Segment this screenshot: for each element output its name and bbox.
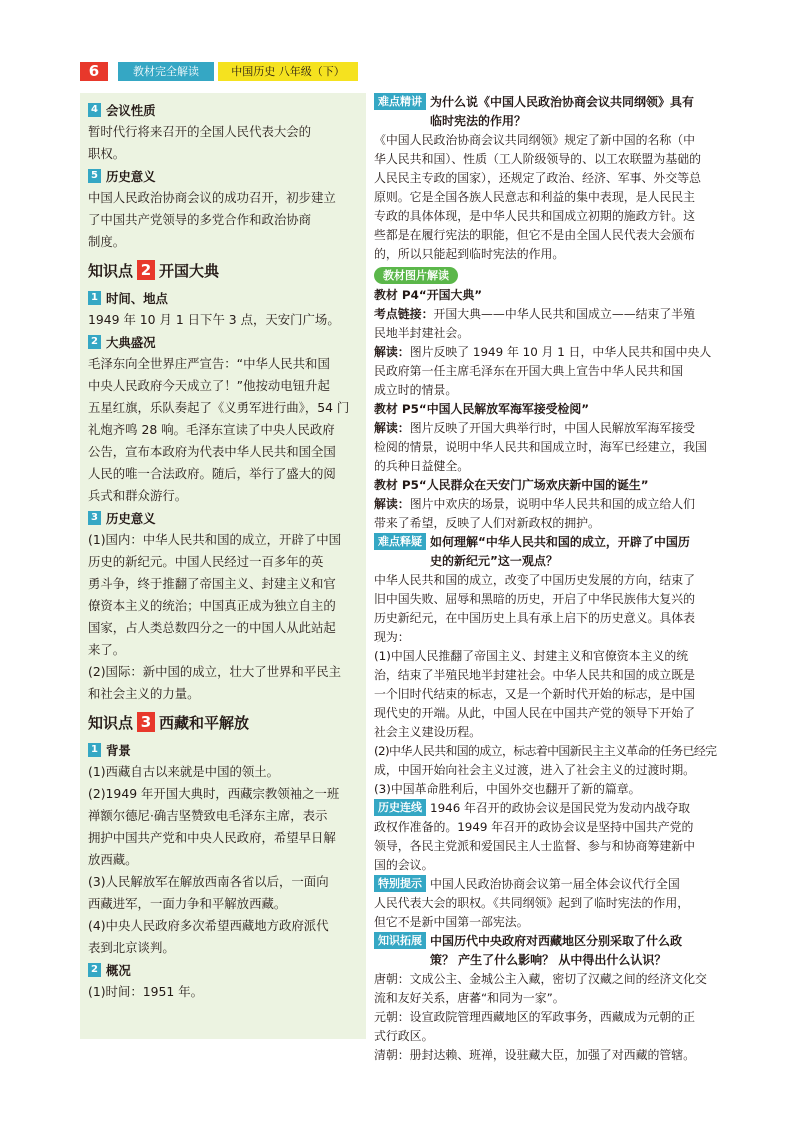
text: 中国人民政治协商会议第一届全体会议代行全国 bbox=[430, 877, 680, 891]
knowledge-point-heading bbox=[88, 257, 358, 283]
text-line: 西藏进军，一面力争和平解放西藏。 bbox=[88, 896, 287, 911]
section-title: 背景 bbox=[106, 743, 131, 758]
text-line: 华人民共和国）、性质（工人阶级领导的、以工农联盟为基础的 bbox=[374, 152, 701, 166]
section-heading bbox=[88, 99, 358, 121]
text-line: 成，中国开始向社会主义过渡，进入了社会主义的过渡时期。 bbox=[374, 763, 696, 777]
text-line: 兵式和群众游行。 bbox=[88, 488, 188, 503]
question-line: 史的新纪元”这一观点？ bbox=[430, 554, 558, 568]
extension-block bbox=[374, 932, 734, 970]
text-line: 和社会主义的力量。 bbox=[88, 686, 200, 701]
explanation-tag: 难点释疑 bbox=[374, 533, 426, 550]
text-line: 公告，宣布本政府为代表中华人民共和国全国 bbox=[88, 444, 336, 459]
section-title: 概况 bbox=[106, 963, 131, 978]
text-line: (1)国内：中华人民共和国的成立，开辟了中国 bbox=[88, 532, 341, 547]
difficulty-block bbox=[374, 93, 734, 131]
text-line: 唐朝：文成公主、金城公主入藏，密切了汉藏之间的经济文化交 bbox=[374, 972, 707, 986]
text-line: 的，所以只能起到临时宪法的作用。 bbox=[374, 247, 565, 261]
picture-reading-pill: 教材图片解读 bbox=[374, 267, 458, 284]
kp-number: 3 bbox=[137, 712, 155, 732]
text: 开国大典——中华人民共和国成立——结束了半殖 bbox=[433, 307, 696, 321]
text-line: 国的会议。 bbox=[374, 858, 434, 872]
text: 图片中欢庆的场景，说明中华人民共和国的成立给人们 bbox=[409, 497, 696, 511]
text-line: (3)人民解放军在解放西南各省以后，一面向 bbox=[88, 874, 329, 889]
question-line: 如何理解“中华人民共和国的成立，开辟了中国历 bbox=[430, 535, 690, 549]
paragraph bbox=[374, 131, 734, 264]
section-title: 历史意义 bbox=[106, 511, 156, 526]
section-title: 时间、地点 bbox=[106, 291, 168, 306]
label: 解读： bbox=[374, 421, 410, 435]
text-line: (2)中华人民共和国的成立，标志着中国新民主主义革命的任务已经完 bbox=[374, 744, 717, 758]
picture-title: 教材 P4“开国大典” bbox=[374, 288, 483, 302]
kp-prefix: 知识点 bbox=[88, 713, 134, 732]
text-line: 式行政区。 bbox=[374, 1029, 434, 1043]
section-title: 历史意义 bbox=[106, 169, 156, 184]
text-line: 放西藏。 bbox=[88, 852, 138, 867]
text-line: 拥护中国共产党和中央人民政府，希望早日解 bbox=[88, 830, 336, 845]
text-line: 禅额尔德尼·确吉坚赞致电毛泽东主席，表示 bbox=[88, 808, 328, 823]
section-number: 3 bbox=[88, 511, 101, 525]
text-line: 但它不是新中国第一部宪法。 bbox=[374, 915, 529, 929]
text-line: 中华人民共和国的成立，改变了中国历史发展的方向，结束了 bbox=[374, 573, 696, 587]
difficulty-tag: 难点精讲 bbox=[374, 93, 426, 110]
text-line: 成立时的情景。 bbox=[374, 383, 458, 397]
question-line: 为什么说《中国人民政治协商会议共同纲领》具有 bbox=[430, 95, 695, 109]
text-line: 人民的唯一合法政府。随后，举行了盛大的阅 bbox=[88, 466, 336, 481]
section-heading bbox=[88, 507, 358, 529]
text-line: 五星红旗，乐队奏起了《义勇军进行曲》，54 门 bbox=[88, 400, 350, 415]
text-line: 现为： bbox=[374, 630, 410, 644]
left-column bbox=[80, 93, 366, 1039]
text-line: 《中国人民政治协商会议共同纲领》规定了新中国的名称（中 bbox=[374, 133, 696, 147]
kp-title: 开国大典 bbox=[159, 261, 220, 280]
section-heading bbox=[88, 165, 358, 187]
text-line: 社会主义建设历程。 bbox=[374, 725, 482, 739]
kp-number: 2 bbox=[137, 260, 155, 280]
book-title: 教材完全解读 bbox=[118, 62, 214, 81]
text: 图片反映了开国大典举行时，中国人民解放军海军接受 bbox=[409, 421, 696, 435]
kp-title: 西藏和平解放 bbox=[159, 713, 250, 732]
page-header bbox=[0, 0, 800, 80]
section-number: 2 bbox=[88, 335, 101, 349]
kp-prefix: 知识点 bbox=[88, 261, 134, 280]
text-line: (4)中央人民政府多次希望西藏地方政府派代 bbox=[88, 918, 329, 933]
special-tip-tag: 特别提示 bbox=[374, 875, 426, 892]
paragraph bbox=[88, 353, 358, 507]
text-line: 现代史的开端。从此，中国人民在中国共产党的领导下开始了 bbox=[374, 706, 696, 720]
text-line: 带来了希望，反映了人们对新政权的拥护。 bbox=[374, 516, 600, 530]
text-line: 些都是在履行宪法的职能，但它不是由全国人民代表大会颁布 bbox=[374, 228, 696, 242]
text-line: (1)中国人民推翻了帝国主义、封建主义和官僚资本主义的统 bbox=[374, 649, 689, 663]
text-line: 1949 年 10 月 1 日下午 3 点，天安门广场。 bbox=[88, 312, 340, 327]
text-line: 制度。 bbox=[88, 234, 126, 249]
text-line: 检阅的情景，说明中华人民共和国成立时，海军已经建立，我国 bbox=[374, 440, 707, 454]
text-line: 职权。 bbox=[88, 146, 126, 161]
subject-label: 中国历史 八年级（下） bbox=[218, 62, 358, 81]
picture-title: 教材 P5“中国人民解放军海军接受检阅” bbox=[374, 402, 590, 416]
right-column bbox=[370, 93, 734, 1063]
section-number: 2 bbox=[88, 963, 101, 977]
text-line: 清朝：册封达赖、班禅，设驻藏大臣，加强了对西藏的管辖。 bbox=[374, 1048, 696, 1062]
paragraph bbox=[88, 981, 358, 1003]
paragraph bbox=[374, 571, 734, 799]
text-line bbox=[374, 495, 734, 514]
paragraph bbox=[88, 761, 358, 959]
section-heading bbox=[88, 739, 358, 761]
section-heading bbox=[88, 959, 358, 981]
text-line: 人民代表大会的职权。《共同纲领》起到了临时宪法的作用， bbox=[374, 896, 690, 910]
text-line: 旧中国失败、屈辱和黑暗的历史，开启了中华民族伟大复兴的 bbox=[374, 592, 696, 606]
text-line: 历史新纪元，在中国历史上具有承上启下的历史意义。具体表 bbox=[374, 611, 696, 625]
section-number: 5 bbox=[88, 169, 101, 183]
section-heading bbox=[88, 331, 358, 353]
label: 解读： bbox=[374, 345, 410, 359]
text-line: 元朝：设宣政院管理西藏地区的军政事务，西藏成为元朝的正 bbox=[374, 1010, 696, 1024]
special-tip-block bbox=[374, 875, 734, 894]
text: 1946 年召开的政协会议是国民党为发动内战夺取 bbox=[430, 801, 690, 815]
text-line: 人民民主专政的国家），还规定了政治、经济、军事、外交等总 bbox=[374, 171, 701, 185]
text-line: 流和友好关系，唐蕃“和同为一家”。 bbox=[374, 991, 565, 1005]
question-line: 策？ 产生了什么影响？ 从中得出什么认识？ bbox=[430, 953, 667, 967]
label: 解读： bbox=[374, 497, 410, 511]
history-link-tag: 历史连线 bbox=[374, 799, 426, 816]
section-title: 会议性质 bbox=[106, 103, 156, 118]
explanation-block bbox=[374, 533, 734, 571]
paragraph bbox=[88, 121, 358, 165]
text-line: 勇斗争，终于推翻了帝国主义、封建主义和官 bbox=[88, 576, 336, 591]
text-line: 僚资本主义的统治；中国真正成为独立自主的 bbox=[88, 598, 336, 613]
history-link-block bbox=[374, 799, 734, 818]
text-line: 的兵种日益健全。 bbox=[374, 459, 470, 473]
section-number: 1 bbox=[88, 743, 101, 757]
text-line: (2)1949 年开国大典时，西藏宗教领袖之一班 bbox=[88, 786, 340, 801]
text-line bbox=[374, 305, 734, 324]
text-line bbox=[374, 343, 734, 362]
text-line: 毛泽东向全世界庄严宣告：“中华人民共和国 bbox=[88, 356, 330, 371]
extension-tag: 知识拓展 bbox=[374, 932, 426, 949]
text-line: 治，结束了半殖民地半封建社会。中华人民共和国的成立既是 bbox=[374, 668, 696, 682]
text-line bbox=[374, 419, 734, 438]
text-line: 历史的新纪元。中国人民经过一百多年的英 bbox=[88, 554, 324, 569]
text-line: 领导，各民主党派和爱国民主人士监督、参与和协商筹建新中 bbox=[374, 839, 696, 853]
section-title: 大典盛况 bbox=[106, 335, 156, 350]
text-line: 一个旧时代结束的标志，又是一个新时代开始的标志，是中国 bbox=[374, 687, 696, 701]
text-line: 国家，占人类总数四分之一的中国人从此站起 bbox=[88, 620, 336, 635]
text-line: 礼炮齐鸣 28 响。毛泽东宣读了中央人民政府 bbox=[88, 422, 335, 437]
text-line: 民地半封建社会。 bbox=[374, 326, 470, 340]
knowledge-point-heading bbox=[88, 709, 358, 735]
text-line: 专政的具体体现，是中华人民共和国成立初期的施政方针。这 bbox=[374, 209, 696, 223]
text-line: (3)中国革命胜利后，中国外交也翻开了新的篇章。 bbox=[374, 782, 641, 796]
text-line: 原则。它是全国各族人民意志和利益的集中表现，是人民民主 bbox=[374, 190, 696, 204]
text-line: 中央人民政府今天成立了！”他按动电钮升起 bbox=[88, 378, 330, 393]
text: 图片反映了 1949 年 10 月 1 日，中华人民共和国中央人 bbox=[409, 345, 712, 359]
section-number: 1 bbox=[88, 291, 101, 305]
text-line: 表到北京谈判。 bbox=[88, 940, 175, 955]
text-line: 中国人民政治协商会议的成功召开，初步建立 bbox=[88, 190, 336, 205]
page-number: 6 bbox=[80, 62, 108, 81]
paragraph bbox=[374, 970, 734, 1065]
text-line: (1)时间：1951 年。 bbox=[88, 984, 203, 999]
text-line: 政权作准备的。1949 年召开的政协会议是坚持中国共产党的 bbox=[374, 820, 694, 834]
section-heading bbox=[88, 287, 358, 309]
paragraph bbox=[88, 187, 358, 253]
text-line: (2)国际：新中国的成立，壮大了世界和平民主 bbox=[88, 664, 341, 679]
text-line: (1)西藏自古以来就是中国的领土。 bbox=[88, 764, 280, 779]
question-line: 中国历代中央政府对西藏地区分别采取了什么政 bbox=[430, 934, 683, 948]
paragraph bbox=[88, 529, 358, 705]
text-line: 民政府第一任主席毛泽东在开国大典上宣告中华人民共和国 bbox=[374, 364, 684, 378]
label: 考点链接： bbox=[374, 307, 434, 321]
picture-title: 教材 P5“人民群众在天安门广场欢庆新中国的诞生” bbox=[374, 478, 649, 492]
text-line: 了中国共产党领导的多党合作和政治协商 bbox=[88, 212, 312, 227]
text-line: 来了。 bbox=[88, 642, 126, 657]
text-line: 暂时代行将来召开的全国人民代表大会的 bbox=[88, 124, 312, 139]
section-number: 4 bbox=[88, 103, 101, 117]
paragraph bbox=[88, 309, 358, 331]
question-line: 临时宪法的作用？ bbox=[430, 114, 527, 128]
